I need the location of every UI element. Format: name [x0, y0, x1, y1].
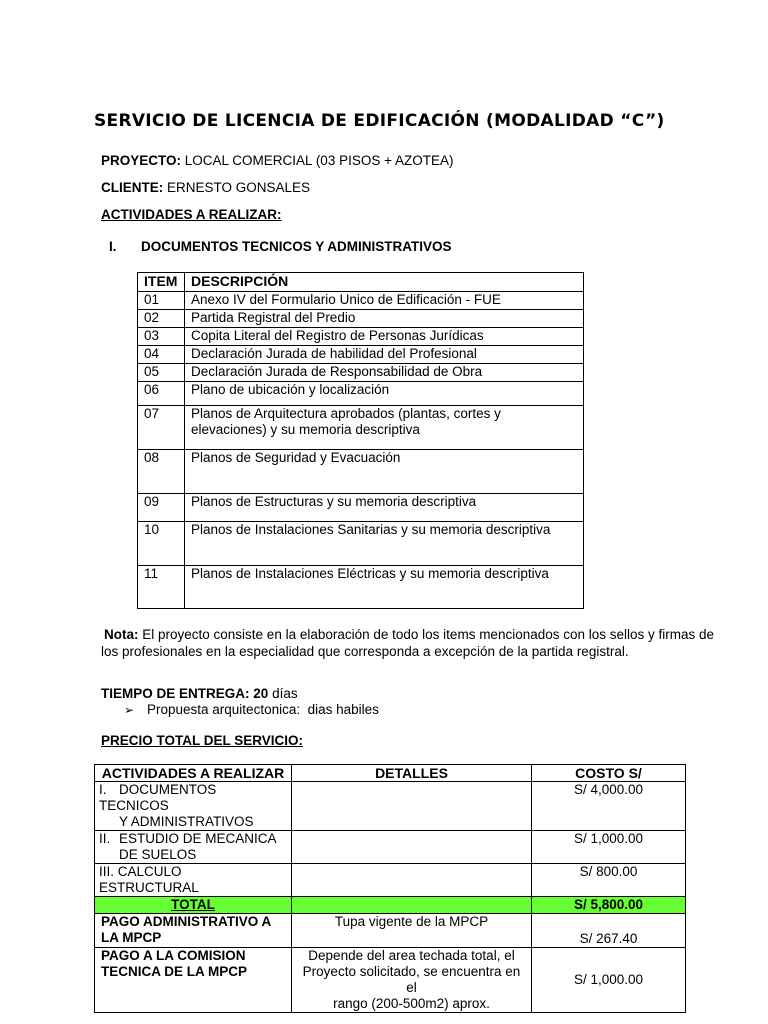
commission-payment-label	[95, 948, 292, 1013]
table-row	[95, 831, 686, 864]
activity-line-1: ESTUDIO DE MECANICA	[119, 831, 277, 846]
commission-detail-line-1: Depende del area techada total, el	[308, 948, 515, 963]
detail-cell	[292, 831, 532, 864]
description-column-header: DESCRIPCIÓN	[185, 273, 584, 292]
table-row	[138, 382, 584, 406]
project-value: LOCAL COMERCIAL (03 PISOS + AZOTEA)	[184, 153, 454, 168]
client-label: CLIENTE:	[101, 180, 164, 195]
admin-label-line-1: PAGO ADMINISTRATIVO A	[101, 914, 272, 929]
table-row	[138, 522, 584, 566]
items-table-header	[138, 273, 584, 292]
activity-cell	[95, 864, 292, 897]
price-table	[94, 764, 686, 1013]
total-label	[95, 897, 292, 914]
admin-payment-label	[95, 914, 292, 948]
total-detail-cell	[292, 897, 532, 914]
admin-cost-value: S/ 267.40	[579, 931, 638, 946]
table-row	[138, 494, 584, 522]
detail-cell	[292, 782, 532, 831]
item-description: Partida Registral del Predio	[185, 310, 584, 328]
arrow-bullet-icon: ➢	[124, 703, 135, 717]
item-number: 09	[138, 494, 185, 522]
item-description: Planos de Instalaciones Sanitarias y su memoria descriptiva	[185, 522, 584, 566]
commission-label-line-2: TECNICA DE LA MPCP	[101, 964, 248, 979]
project-line	[101, 153, 453, 168]
items-table	[137, 272, 584, 609]
table-row	[138, 450, 584, 494]
activity-cell	[95, 831, 292, 864]
activity-line-2: DE SUELOS	[119, 847, 197, 862]
client-value: ERNESTO GONSALES	[167, 180, 311, 195]
commission-cost-value: S/ 1,000.00	[573, 972, 644, 987]
item-number: 06	[138, 382, 185, 406]
activity-line-1: CALCULO ESTRUCTURAL	[99, 864, 199, 895]
commission-payment-row	[95, 948, 686, 1013]
commission-detail-line-2: Proyecto solicitado, se encuentra en el	[302, 964, 521, 995]
note-text-1: El proyecto consiste en la elaboración de todo los items mencionados con los sellos y firmas de	[138, 627, 715, 642]
delivery-label: TIEMPO DE ENTREGA:	[101, 686, 250, 701]
cost-column-header: COSTO S/	[532, 765, 686, 782]
item-number: 10	[138, 522, 185, 566]
detail-cell	[292, 864, 532, 897]
item-description: Planos de Arquitectura aprobados (plantas, cortes y elevaciones) y su memoria descriptiva	[185, 406, 584, 450]
item-description: Planos de Seguridad y Evacuación	[185, 450, 584, 494]
item-description: Declaración Jurada de Responsabilidad de Obra	[185, 364, 584, 382]
bullet-text: Propuesta arquitectonica: dias habiles	[147, 702, 379, 717]
table-row	[138, 328, 584, 346]
item-description: Planos de Instalaciones Eléctricas y su memoria descriptiva	[185, 566, 584, 609]
activity-number: II.	[99, 831, 111, 846]
item-number: 03	[138, 328, 185, 346]
item-description: Plano de ubicación y localización	[185, 382, 584, 406]
table-row	[138, 566, 584, 609]
total-cost: S/ 5,800.00	[532, 897, 686, 914]
price-table-header	[95, 765, 686, 782]
item-number: 07	[138, 406, 185, 450]
activities-heading: ACTIVIDADES A REALIZAR:	[101, 207, 282, 222]
activity-number: III.	[99, 864, 115, 879]
item-column-header: ITEM	[138, 273, 185, 292]
item-number: 04	[138, 346, 185, 364]
item-description: Declaración Jurada de habilidad del Profesional	[185, 346, 584, 364]
total-label-text: TOTAL	[171, 897, 215, 912]
item-description: Planos de Estructuras y su memoria descriptiva	[185, 494, 584, 522]
details-column-header: DETALLES	[292, 765, 532, 782]
price-heading: PRECIO TOTAL DEL SERVICIO:	[101, 733, 304, 748]
note-line-2: los profesionales en la especialidad que corresponda a excepción de la partida registral.	[101, 644, 629, 659]
item-number: 05	[138, 364, 185, 382]
activity-number: I.	[99, 782, 107, 797]
section-1-title: DOCUMENTOS TECNICOS Y ADMINISTRATIVOS	[141, 239, 452, 254]
cost-cell: S/ 800.00	[532, 864, 686, 897]
delivery-line	[101, 686, 298, 701]
item-number: 01	[138, 292, 185, 310]
admin-label-line-2: LA MPCP	[101, 930, 162, 945]
item-number: 11	[138, 566, 185, 609]
project-label: PROYECTO:	[101, 153, 182, 168]
activity-line-1: DOCUMENTOS TECNICOS	[99, 782, 217, 813]
table-row	[138, 292, 584, 310]
activities-column-header: ACTIVIDADES A REALIZAR	[95, 765, 292, 782]
client-line	[101, 180, 310, 195]
commission-payment-detail	[292, 948, 532, 1013]
note-line-1	[104, 627, 714, 642]
admin-payment-cost	[532, 914, 686, 948]
admin-payment-detail: Tupa vigente de la MPCP	[292, 914, 532, 948]
item-number: 02	[138, 310, 185, 328]
table-row	[138, 310, 584, 328]
activity-cell	[95, 782, 292, 831]
page-title: SERVICIO DE LICENCIA DE EDIFICACIÓN (MODALIDAD “C”)	[94, 111, 665, 131]
table-row	[138, 346, 584, 364]
total-row	[95, 897, 686, 914]
delivery-days: 20	[253, 686, 269, 701]
item-description: Copita Literal del Registro de Personas Jurídicas	[185, 328, 584, 346]
item-number: 08	[138, 450, 185, 494]
activity-line-2: Y ADMINISTRATIVOS	[119, 814, 254, 829]
commission-payment-cost	[532, 948, 686, 1013]
table-row	[95, 864, 686, 897]
note-label: Nota:	[104, 627, 139, 642]
cost-cell: S/ 4,000.00	[532, 782, 686, 831]
section-1-number: I.	[109, 239, 117, 254]
admin-payment-row	[95, 914, 686, 948]
delivery-unit: días	[272, 686, 298, 701]
section-1-heading	[109, 239, 452, 254]
table-row	[138, 364, 584, 382]
table-row	[95, 782, 686, 831]
commission-detail-line-3: rango (200-500m2) aprox.	[333, 996, 490, 1011]
bullet-line	[124, 702, 379, 717]
cost-cell: S/ 1,000.00	[532, 831, 686, 864]
item-description: Anexo IV del Formulario Unico de Edificación - FUE	[185, 292, 584, 310]
commission-label-line-1: PAGO A LA COMISION	[101, 948, 246, 963]
table-row	[138, 406, 584, 450]
